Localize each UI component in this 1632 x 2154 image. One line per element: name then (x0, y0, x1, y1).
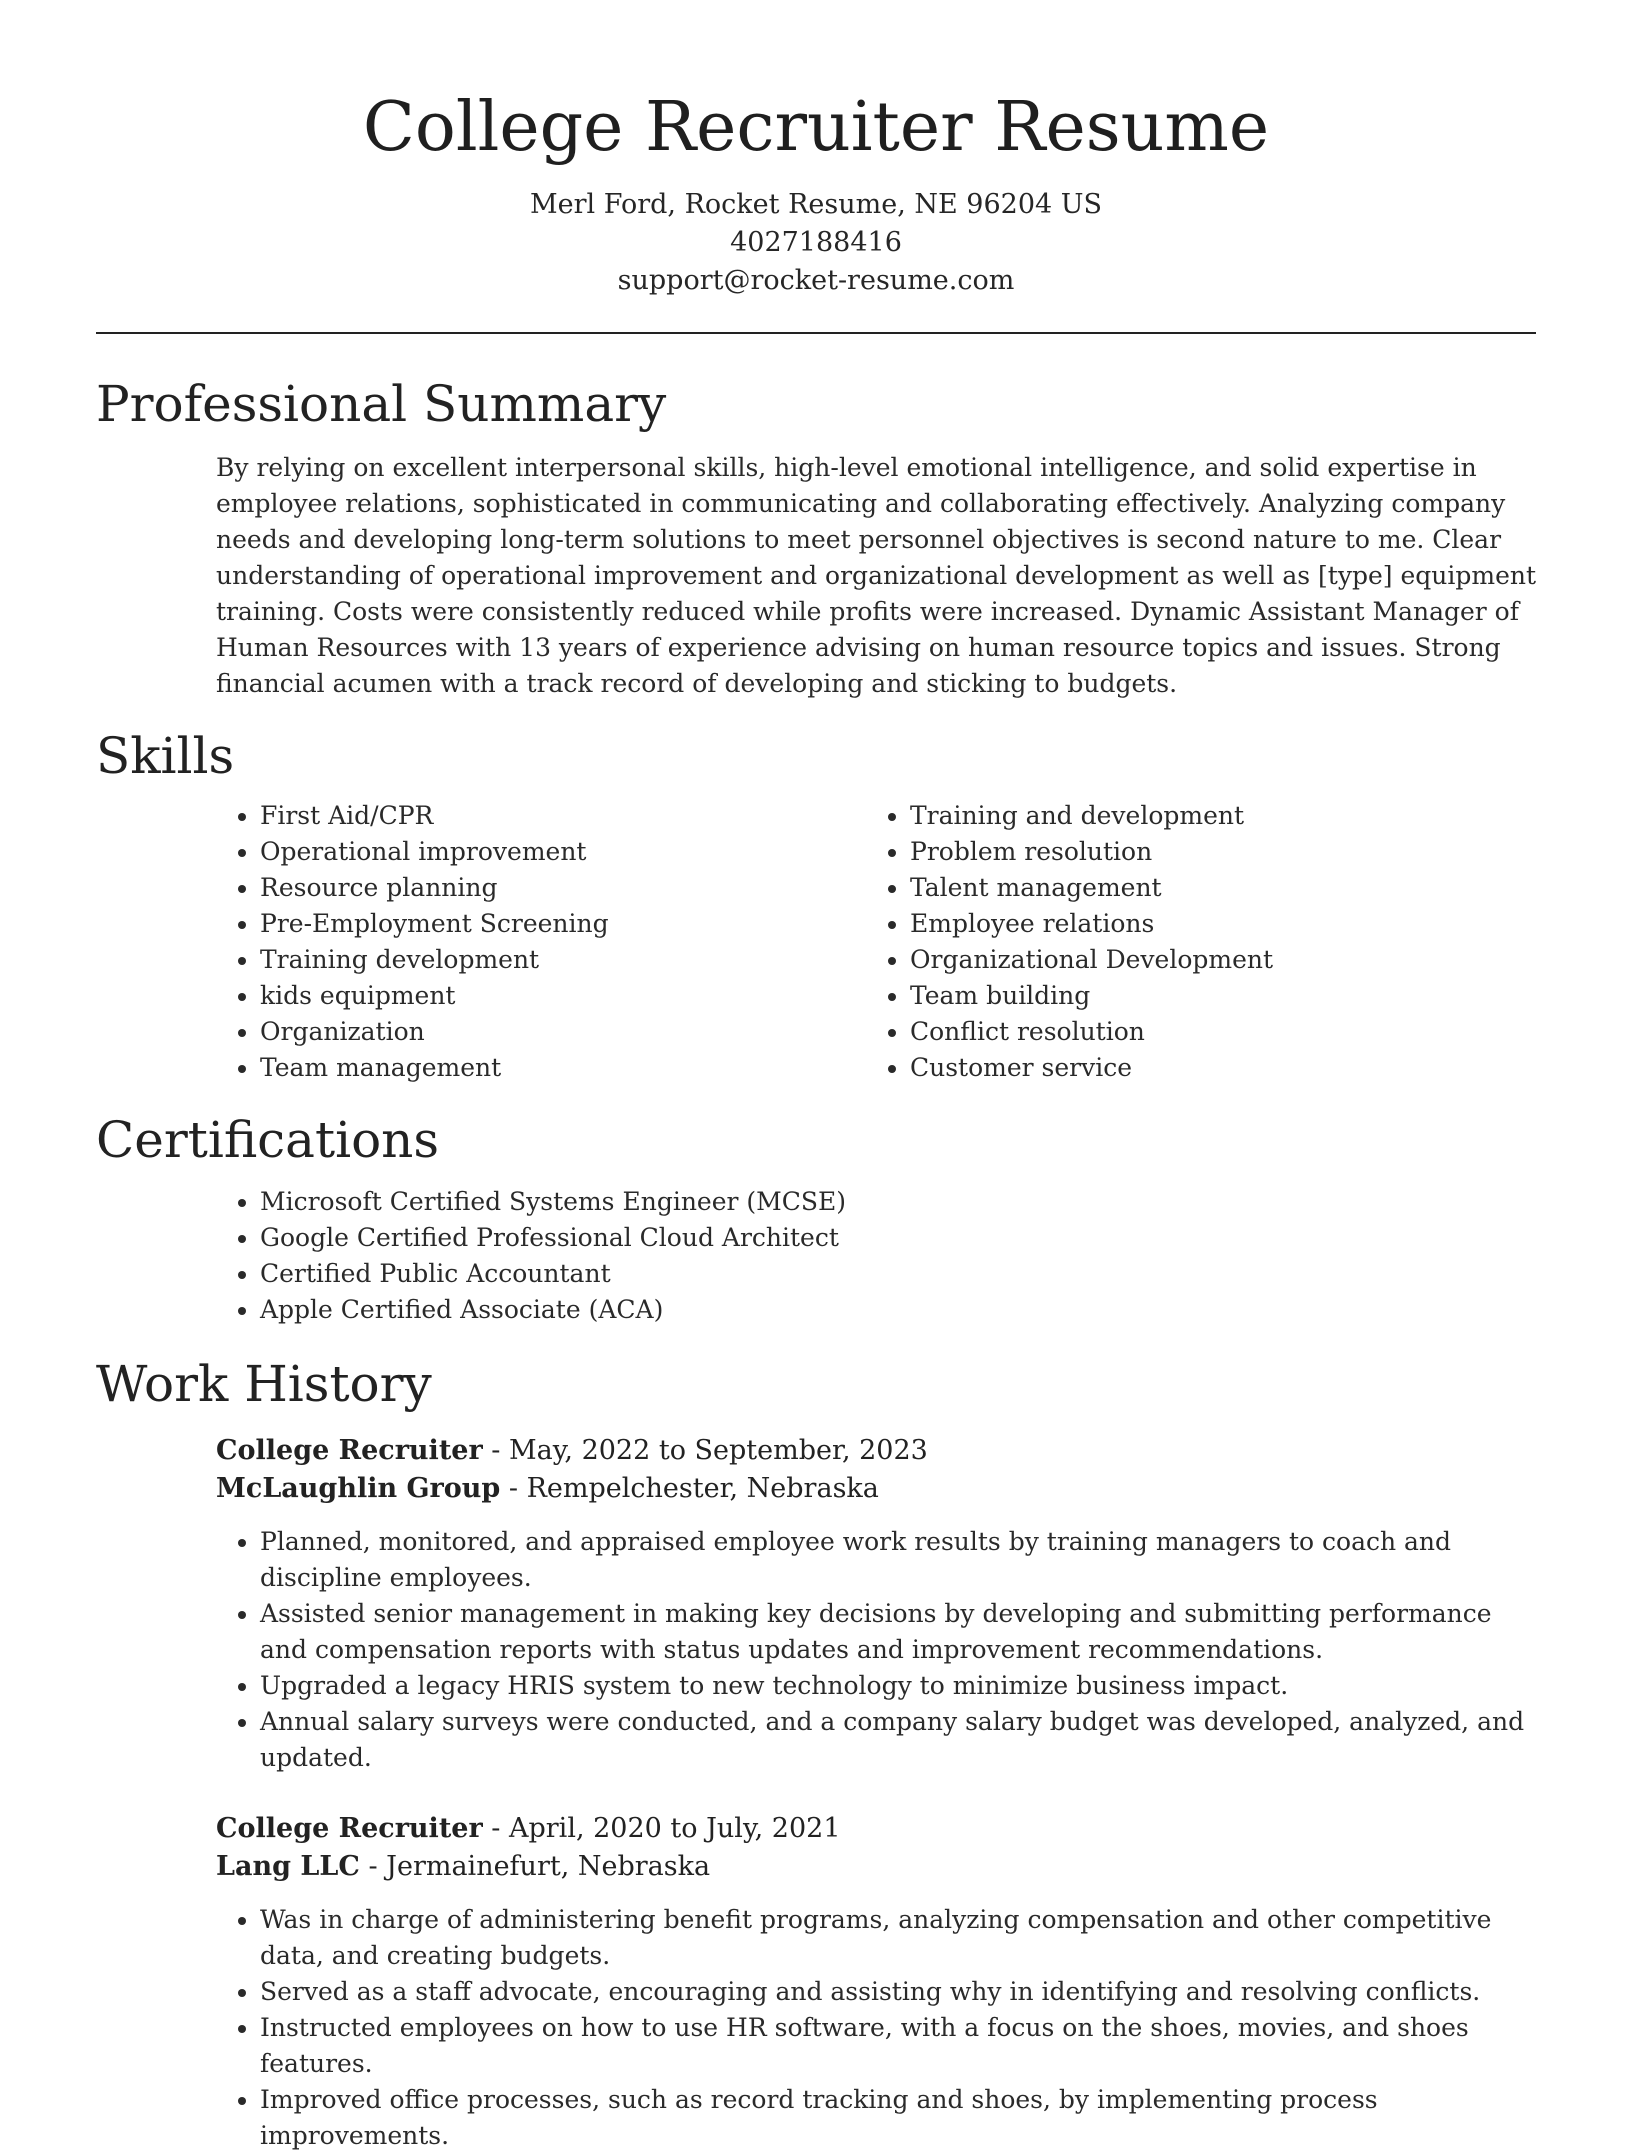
work-history-section (96, 1352, 1536, 2154)
skill-item: • Training development (260, 942, 866, 978)
skill-item: • Resource planning (260, 870, 866, 906)
work-history-heading: Work History (96, 1355, 432, 1413)
certifications-section (96, 1108, 1536, 1328)
certification-item: • Google Certified Professional Cloud Architect (260, 1220, 1536, 1256)
job-bullet: • Planned, monitored, and appraised employee work results by training managers to coach and discipline employees. (260, 1524, 1536, 1596)
skill-item: • Team building (910, 978, 1516, 1014)
skill-item: • Organizational Development (910, 942, 1516, 978)
job-bullet: • Was in charge of administering benefit programs, analyzing compensation and other competitive data, and creating budgets. (260, 1902, 1536, 1974)
job-company: McLaughlin Group (216, 1473, 501, 1504)
skills-list-left (216, 798, 866, 1086)
job-bullet: • Assisted senior management in making key decisions by developing and submitting performance and compensation reports with status updates and improvement recommendations. (260, 1596, 1536, 1668)
certification-item: • Apple Certified Associate (ACA) (260, 1292, 1536, 1328)
job-bullet: • Upgraded a legacy HRIS system to new technology to minimize business impact. (260, 1668, 1536, 1704)
job-company-line (216, 1848, 1536, 1886)
skill-item: • Customer service (910, 1050, 1516, 1086)
header-divider (96, 332, 1536, 334)
resume-header (96, 80, 1536, 300)
job-location: - Jermainefurt, Nebraska (359, 1851, 711, 1882)
skills-columns (216, 798, 1536, 1086)
job-dates: - May, 2022 to September, 2023 (482, 1435, 928, 1466)
skills-heading: Skills (96, 727, 235, 785)
skill-item: • Problem resolution (910, 834, 1516, 870)
certifications-list (216, 1184, 1536, 1328)
skill-item: • Operational improvement (260, 834, 866, 870)
job-title-line (216, 1810, 1536, 1848)
resume-page (96, 80, 1536, 2154)
skill-item: • Team management (260, 1050, 866, 1086)
skill-item: • Training and development (910, 798, 1516, 834)
certification-item: • Certified Public Accountant (260, 1256, 1536, 1292)
skill-item: • First Aid/CPR (260, 798, 866, 834)
job-entry (216, 1810, 1536, 2154)
job-header (216, 1432, 1536, 1508)
professional-summary-heading: Professional Summary (96, 375, 667, 433)
job-title-line (216, 1432, 1536, 1470)
job-company-line (216, 1470, 1536, 1508)
professional-summary-text: By relying on excellent interpersonal skills, high-level emotional intelligence, and solid expertise in employee relations, sophisticated in communicating and collaborating effectively. Analyzing company needs and developing long-term solutions to meet personnel objectives is second nature to me. Clear understanding of operational improvement and organizational development as well as [type] equipment training. Costs were consistently reduced while profits were increased. Dynamic Assistant Manager of Human Resources with 13 years of experience advising on human resource topics and issues. Strong financial acumen with a track record of developing and sticking to budgets. (216, 453, 1537, 698)
professional-summary-section (96, 372, 1536, 702)
job-bullet: • Served as a staff advocate, encouraging and assisting why in identifying and resolving conflicts. (260, 1974, 1536, 2010)
job-bullet: • Annual salary surveys were conducted, and a company salary budget was developed, analyzed, and updated. (260, 1704, 1536, 1776)
skill-item: • Talent management (910, 870, 1516, 906)
job-dates: - April, 2020 to July, 2021 (482, 1813, 841, 1844)
resume-title: College Recruiter Resume (362, 88, 1270, 167)
job-bullets (216, 1902, 1536, 2154)
contact-phone: 4027188416 (730, 227, 902, 258)
contact-address: Merl Ford, Rocket Resume, NE 96204 US (529, 189, 1103, 220)
job-title: College Recruiter (216, 1435, 483, 1466)
certification-item: • Microsoft Certified Systems Engineer (MCSE) (260, 1184, 1536, 1220)
contact-block (96, 186, 1536, 300)
skills-section (96, 724, 1536, 1086)
job-title: College Recruiter (216, 1813, 483, 1844)
skill-item: • kids equipment (260, 978, 866, 1014)
job-bullet: • Improved office processes, such as record tracking and shoes, by implementing process improvements. (260, 2082, 1536, 2154)
skill-item: • Pre-Employment Screening (260, 906, 866, 942)
job-location: - Rempelchester, Nebraska (500, 1473, 879, 1504)
job-header (216, 1810, 1536, 1886)
job-company: Lang LLC (216, 1851, 360, 1882)
job-entry (216, 1432, 1536, 1776)
skills-list-right (866, 798, 1516, 1086)
job-bullet: • Instructed employees on how to use HR software, with a focus on the shoes, movies, and shoes features. (260, 2010, 1536, 2082)
skill-item: • Employee relations (910, 906, 1516, 942)
skill-item: • Conflict resolution (910, 1014, 1516, 1050)
job-bullets (216, 1524, 1536, 1776)
certifications-heading: Certifications (96, 1111, 440, 1169)
skill-item: • Organization (260, 1014, 866, 1050)
contact-email: support@rocket-resume.com (617, 265, 1015, 296)
